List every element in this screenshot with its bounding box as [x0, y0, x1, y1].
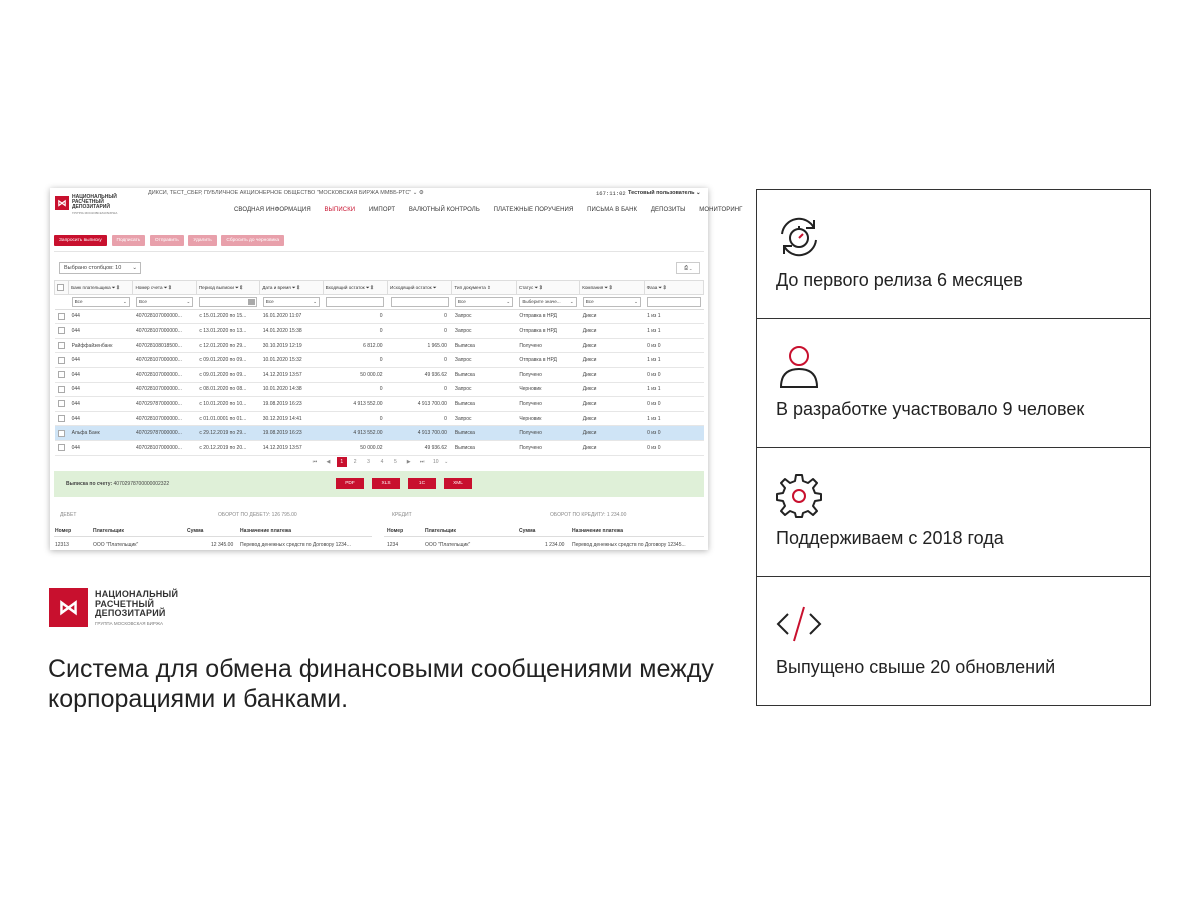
- cell-in: 0: [323, 309, 387, 324]
- nav-payment-orders[interactable]: ПЛАТЕЖНЫЕ ПОРУЧЕНИЯ: [493, 207, 574, 213]
- brand-logo-icon: ⋈: [49, 588, 88, 627]
- row-checkbox[interactable]: [58, 430, 65, 437]
- cell-company: Дикси: [580, 338, 644, 353]
- column-header[interactable]: Фаза ⏷ ⇕: [644, 281, 703, 295]
- export-xls-button[interactable]: XLS: [372, 478, 400, 489]
- cell-type: Запрос: [452, 324, 516, 339]
- export-pdf-button[interactable]: PDF: [336, 478, 364, 489]
- send-button[interactable]: Отправить: [150, 235, 184, 246]
- cell-company: Дикси: [580, 440, 644, 455]
- outgoing-balance-filter[interactable]: [391, 297, 449, 307]
- cell-company: Дикси: [580, 426, 644, 441]
- row-select-cell: [55, 397, 69, 412]
- brand-logo-text: [95, 590, 178, 628]
- datetime-filter[interactable]: [263, 297, 320, 307]
- first-page-icon[interactable]: ⏮: [312, 459, 318, 465]
- logo-line: НАЦИОНАЛЬНЫЙ: [72, 194, 117, 200]
- cell-datetime: 16.01.2020 11:07: [260, 309, 323, 324]
- cell-bank: Райффайзенбанк: [69, 338, 133, 353]
- row-select-cell: [55, 382, 69, 397]
- debit-row-purpose: Перевод денежных средств по Договору 1234...: [240, 542, 351, 548]
- cell-period: с 12.01.2020 по 29...: [196, 338, 259, 353]
- cell-company: Дикси: [580, 367, 644, 382]
- nav-import[interactable]: ИМПОРТ: [368, 207, 396, 213]
- statement-account: [66, 481, 169, 487]
- chevron-down-icon: ⌄: [412, 190, 418, 196]
- credit-col-amount: Сумма: [519, 528, 536, 534]
- table-row[interactable]: [55, 353, 704, 368]
- cell-datetime: 30.12.2019 14:41: [260, 411, 323, 426]
- page-button[interactable]: 4: [380, 459, 384, 465]
- column-header[interactable]: Входящий остаток ⏷ ⇕: [323, 281, 387, 295]
- row-checkbox[interactable]: [58, 415, 65, 422]
- cell-type: Выписка: [452, 338, 516, 353]
- calendar-icon[interactable]: [248, 299, 255, 305]
- divider: [54, 536, 372, 537]
- filter-cell: [69, 295, 133, 310]
- credit-turnover: ОБОРОТ ПО КРЕДИТУ: 1 234.00: [550, 512, 627, 518]
- cell-period: с 08.01.2020 по 08...: [196, 382, 259, 397]
- cell-status: Черновик: [516, 382, 579, 397]
- export-1c-button[interactable]: 1C: [408, 478, 436, 489]
- column-header-label: Статус: [518, 285, 534, 290]
- brand-line: РАСЧЕТНЫЙ: [95, 598, 155, 609]
- cell-in: 0: [323, 382, 387, 397]
- filter-value: Все: [74, 298, 83, 304]
- debit-row-payer: ООО "Плательщик": [93, 542, 139, 548]
- statements-table: [54, 280, 704, 456]
- cell-account: 407029787000000...: [133, 426, 196, 441]
- column-header[interactable]: Статус ⏷ ⇕: [516, 281, 579, 295]
- cell-type: Выписка: [452, 440, 516, 455]
- filter-value: Все: [265, 298, 274, 304]
- cell-type: Выписка: [452, 397, 516, 412]
- nav-statements[interactable]: ВЫПИСКИ: [324, 207, 356, 213]
- filter-cell: [260, 295, 323, 310]
- page-size-select[interactable]: 10 ⌄: [431, 457, 449, 467]
- tagline: Система для обмена финансовыми сообщениями между корпорациями и банками.: [48, 655, 714, 713]
- cell-out: 1 965.00: [388, 338, 452, 353]
- credit-row-number: 1234: [387, 542, 399, 548]
- credit-row-amount: 1 234.00: [545, 542, 565, 548]
- nav-monitoring[interactable]: МОНИТОРИНГ: [699, 207, 743, 213]
- cell-datetime: 10.01.2020 15:32: [260, 353, 323, 368]
- prev-page-icon[interactable]: ◀: [326, 459, 331, 465]
- table-row[interactable]: [55, 367, 704, 382]
- brand-subtitle: ГРУППА МОСКОВСКАЯ БИРЖА: [95, 620, 164, 626]
- cell-phase: 0 из 0: [644, 367, 703, 382]
- cell-phase: 0 из 0: [644, 426, 703, 441]
- column-header[interactable]: Тип документа ⇕: [452, 281, 516, 295]
- logo-line: ДЕПОЗИТАРИЙ: [72, 204, 110, 211]
- row-checkbox[interactable]: [58, 371, 65, 378]
- debit-row-number: 12313: [55, 542, 69, 548]
- nav-currency-control[interactable]: ВАЛЮТНЫЙ КОНТРОЛЬ: [408, 207, 480, 213]
- row-checkbox[interactable]: [58, 357, 65, 364]
- app-logo-text: [72, 195, 117, 216]
- column-header[interactable]: Номер счета ⏷ ⇕: [133, 281, 196, 295]
- divider: [384, 536, 704, 537]
- row-select-cell: [55, 338, 69, 353]
- cell-in: 0: [323, 411, 387, 426]
- row-select-cell: [55, 353, 69, 368]
- period-filter[interactable]: [199, 297, 256, 307]
- page-button[interactable]: 1: [337, 457, 347, 467]
- cell-company: Дикси: [580, 411, 644, 426]
- columns-select[interactable]: [59, 262, 141, 274]
- select-all-checkbox[interactable]: [57, 284, 64, 291]
- cell-period: с 10.01.2020 по 10...: [196, 397, 259, 412]
- cell-bank: 044: [69, 353, 133, 368]
- cell-period: с 09.01.2020 по 09...: [196, 353, 259, 368]
- company-filter[interactable]: [583, 297, 641, 307]
- doc-type-filter[interactable]: [455, 297, 513, 307]
- filter-cell: [196, 295, 259, 310]
- cell-company: Дикси: [580, 309, 644, 324]
- cell-company: Дикси: [580, 353, 644, 368]
- cell-company: Дикси: [580, 382, 644, 397]
- statement-account-number: 40702978700000002322: [113, 481, 170, 487]
- chevron-down-icon: ⌄: [506, 298, 511, 304]
- page-button[interactable]: 3: [367, 459, 370, 465]
- cell-out: 0: [388, 411, 452, 426]
- table-header-row: [55, 281, 704, 295]
- stats-cards: [756, 189, 1151, 706]
- nav-letters[interactable]: ПИСЬМА В БАНК: [587, 207, 638, 213]
- cell-datetime: 19.08.2019 16:23: [260, 426, 323, 441]
- cell-account: 407028107000000...: [133, 324, 196, 339]
- page-size-value: 10: [432, 459, 439, 465]
- debit-row-amount: 12 345.00: [211, 542, 234, 548]
- debit-col-payer: Плательщик: [93, 528, 124, 534]
- cell-status: Отправка в НРД: [516, 324, 579, 339]
- reset-draft-button[interactable]: Сбросить до черновика: [221, 235, 284, 246]
- column-header[interactable]: Исходящий остаток ⏷: [388, 281, 452, 295]
- row-select-cell: [55, 440, 69, 455]
- row-select-cell: [55, 324, 69, 339]
- filter-cell: [452, 295, 516, 310]
- credit-col-number: Номер: [387, 528, 404, 534]
- table-row[interactable]: [55, 324, 704, 339]
- cell-out: 49 936.62: [388, 367, 452, 382]
- table-row[interactable]: [55, 411, 704, 426]
- settings-icon[interactable]: ⚙: [418, 190, 424, 196]
- cell-out: 0: [388, 382, 452, 397]
- cell-datetime: 19.08.2019 16:23: [260, 397, 323, 412]
- cell-phase: 1 из 1: [644, 353, 703, 368]
- row-select-cell: [55, 309, 69, 324]
- cell-status: Получено: [516, 440, 579, 455]
- filter-cell: [55, 295, 69, 310]
- stat-text: Выпущено свыше 20 обновлений: [776, 657, 1056, 677]
- cell-status: Отправка в НРД: [516, 353, 579, 368]
- debit-col-number: Номер: [55, 528, 72, 534]
- cell-datetime: 14.12.2019 13:57: [260, 440, 323, 455]
- cell-company: Дикси: [580, 324, 644, 339]
- filter-value: Все: [138, 298, 147, 304]
- export-xml-button[interactable]: XML: [444, 478, 472, 489]
- cell-period: с 01.01.0001 по 01...: [196, 411, 259, 426]
- cell-bank: 044: [69, 367, 133, 382]
- chevron-down-icon: ⌄: [123, 298, 127, 304]
- column-header[interactable]: Компания ⏷ ⇕: [580, 281, 644, 295]
- session-timer: 167:11:02: [596, 190, 626, 197]
- row-select-cell: [55, 367, 69, 382]
- divider: [54, 251, 704, 252]
- filter-value: Выберите значе...: [522, 298, 561, 304]
- cell-phase: 0 из 0: [644, 440, 703, 455]
- filter-cell: [580, 295, 644, 310]
- cell-in: 50 000.02: [323, 367, 387, 382]
- chevron-down-icon: ⌄: [313, 298, 318, 304]
- debit-col-purpose: Назначение платежа: [240, 528, 292, 534]
- table-row[interactable]: [55, 440, 704, 455]
- row-checkbox[interactable]: [58, 444, 65, 451]
- row-checkbox[interactable]: [58, 400, 65, 407]
- cell-account: 407028107000000...: [133, 367, 196, 382]
- cell-type: Запрос: [452, 411, 516, 426]
- columns-select-value: Выбрано столбцов: 10: [64, 265, 122, 271]
- sign-button[interactable]: Подписать: [112, 235, 146, 246]
- filter-row: [55, 295, 704, 310]
- table-row[interactable]: [55, 382, 704, 397]
- cell-out: 0: [388, 309, 452, 324]
- cell-bank: 044: [69, 411, 133, 426]
- action-toolbar: [54, 235, 287, 246]
- cell-period: с 29.12.2019 по 29...: [196, 426, 259, 441]
- select-all-cell: [55, 281, 69, 295]
- chevron-down-icon: ⌄: [186, 298, 191, 304]
- cell-period: с 13.01.2020 по 13...: [196, 324, 259, 339]
- cell-out: 0: [388, 324, 452, 339]
- incoming-balance-filter[interactable]: [326, 297, 384, 307]
- credit-col-payer: Плательщик: [425, 528, 456, 534]
- cell-in: 0: [323, 324, 387, 339]
- credit-col-purpose: Назначение платежа: [572, 528, 624, 534]
- stat-card: [757, 448, 1150, 577]
- cell-phase: 0 из 0: [644, 397, 703, 412]
- cell-phase: 1 из 1: [644, 411, 703, 426]
- cell-account: 407028107000000...: [133, 382, 196, 397]
- row-checkbox[interactable]: [58, 327, 65, 334]
- stat-card: [757, 319, 1150, 448]
- user-menu[interactable]: Тестовый пользователь ⌄: [628, 190, 701, 196]
- page-button[interactable]: 2: [353, 459, 357, 465]
- cell-datetime: 30.10.2019 12:19: [260, 338, 323, 353]
- filter-cell: [516, 295, 579, 310]
- filter-cell: [323, 295, 387, 310]
- column-header-label: Тип документа: [454, 284, 486, 290]
- cell-type: Запрос: [452, 309, 516, 324]
- cell-period: с 15.01.2020 по 15...: [196, 309, 259, 324]
- column-header[interactable]: Банк плательщика ⏷ ⇕: [69, 281, 133, 295]
- statement-label: Выписка по счету:: [66, 481, 113, 487]
- filter-cell: [388, 295, 452, 310]
- logo-subtitle: ГРУППА МОСКОВСКАЯ БИРЖА: [72, 210, 118, 215]
- user-name: Тестовый пользователь: [628, 190, 695, 196]
- cell-status: Черновик: [516, 411, 579, 426]
- cell-in: 0: [323, 353, 387, 368]
- cell-out: 49 936.62: [388, 440, 452, 455]
- cell-period: с 09.01.2020 по 09...: [196, 367, 259, 382]
- nav-deposits[interactable]: ДЕПОЗИТЫ: [650, 207, 686, 213]
- filter-cell: [133, 295, 196, 310]
- credit-row-purpose: Перевод денежных средств по Договору 12345...: [572, 542, 686, 548]
- stat-card: [757, 577, 1150, 705]
- chevron-down-icon: ⌄: [634, 298, 639, 304]
- cell-in: 6 812.00: [323, 338, 387, 353]
- table-row[interactable]: [55, 338, 704, 353]
- cell-account: 407028107000000...: [133, 440, 196, 455]
- cell-datetime: 14.12.2019 13:57: [260, 367, 323, 382]
- cell-type: Выписка: [452, 426, 516, 441]
- cell-out: 4 913 700.00: [388, 397, 452, 412]
- credit-row-payer: ООО "Плательщик": [425, 542, 471, 548]
- delete-button[interactable]: Удалить: [188, 235, 216, 246]
- cell-bank: 044: [69, 382, 133, 397]
- cell-datetime: 14.01.2020 15:38: [260, 324, 323, 339]
- logo-line: РАСЧЕТНЫЙ: [72, 199, 104, 206]
- account-filter[interactable]: [136, 297, 193, 307]
- cell-status: Отправка в НРД: [516, 309, 579, 324]
- column-header-label: Компания: [582, 285, 604, 290]
- column-header[interactable]: Период выписки ⏷ ⇕: [196, 281, 259, 295]
- cell-status: Получено: [516, 397, 579, 412]
- code-icon: [776, 601, 822, 647]
- filter-value: Все: [585, 298, 594, 304]
- column-header-label: Входящий остаток: [325, 285, 365, 290]
- pagination: [310, 457, 451, 467]
- column-header-label: Период выписки: [198, 285, 234, 290]
- nav-summary[interactable]: СВОДНАЯ ИНФОРМАЦИЯ: [234, 207, 311, 213]
- organization-name: ДИКСИ, ТЕСТ_СБЕР, ПУБЛИЧНОЕ АКЦИОНЕРНОЕ ОБЩЕСТВО "МОСКОВСКАЯ БИРЖА ММВБ-РТС": [148, 190, 412, 196]
- brand-line: ДЕПОЗИТАРИЙ: [95, 608, 166, 618]
- column-header-label: Дата и время: [262, 285, 291, 290]
- column-header-label: Номер счета: [135, 285, 163, 290]
- chevron-down-icon[interactable]: ⌄: [689, 265, 692, 271]
- cell-account: 407028107000000...: [133, 309, 196, 324]
- credit-title: КРЕДИТ: [392, 512, 412, 518]
- cell-bank: 044: [69, 309, 133, 324]
- cell-account: 407028107000000...: [133, 353, 196, 368]
- stat-text: В разработке участвовало 9 человек: [776, 399, 1085, 419]
- cell-phase: 1 из 1: [644, 382, 703, 397]
- status-filter[interactable]: [519, 297, 576, 307]
- last-page-icon[interactable]: ⏭: [419, 459, 425, 465]
- page-button[interactable]: 5: [393, 459, 397, 465]
- filter-cell: [644, 295, 703, 310]
- column-header-label: Банк плательщика: [71, 285, 111, 290]
- row-select-cell: [55, 426, 69, 441]
- row-checkbox[interactable]: [58, 313, 65, 320]
- cell-in: 4 913 552.00: [323, 426, 387, 441]
- app-logo-icon[interactable]: ⋈: [55, 196, 69, 210]
- cell-out: 0: [388, 353, 452, 368]
- row-checkbox[interactable]: [58, 342, 65, 349]
- cell-status: Получено: [516, 338, 579, 353]
- cell-bank: 044: [69, 397, 133, 412]
- cell-account: 407028107000000...: [133, 411, 196, 426]
- filter-value: Все: [457, 298, 466, 304]
- gear-icon: [776, 472, 822, 518]
- organization-selector[interactable]: [148, 190, 424, 196]
- person-icon: [776, 343, 822, 389]
- app-screenshot: [50, 188, 743, 550]
- table-row[interactable]: [55, 426, 704, 441]
- cell-type: Запрос: [452, 353, 516, 368]
- print-export-menu[interactable]: [676, 262, 700, 274]
- cell-status: Получено: [516, 426, 579, 441]
- table-row[interactable]: [55, 397, 704, 412]
- stopwatch-refresh-icon: [776, 214, 822, 260]
- cell-out: 4 913 700.00: [388, 426, 452, 441]
- cell-period: с 20.12.2019 по 20...: [196, 440, 259, 455]
- table-row[interactable]: [55, 309, 704, 324]
- debit-col-amount: Сумма: [187, 528, 204, 534]
- cell-in: 4 913 552.00: [323, 397, 387, 412]
- cell-type: Запрос: [452, 382, 516, 397]
- cell-type: Выписка: [452, 367, 516, 382]
- brand-line: НАЦИОНАЛЬНЫЙ: [95, 589, 179, 599]
- row-checkbox[interactable]: [58, 386, 65, 393]
- request-statement-button[interactable]: Запросить выписку: [54, 235, 107, 246]
- column-header-label: Фаза: [646, 285, 658, 290]
- cell-bank: 044: [69, 324, 133, 339]
- printer-icon[interactable]: ⎙: [684, 265, 689, 271]
- chevron-down-icon: ⌄: [569, 298, 574, 304]
- cell-phase: 0 из 0: [644, 338, 703, 353]
- stat-text: Поддерживаем с 2018 года: [776, 528, 1004, 548]
- column-header[interactable]: Дата и время ⏷ ⇕: [260, 281, 323, 295]
- cell-phase: 1 из 1: [644, 324, 703, 339]
- cell-phase: 1 из 1: [644, 309, 703, 324]
- cell-status: Получено: [516, 367, 579, 382]
- column-header-label: Исходящий остаток: [390, 285, 432, 290]
- cell-in: 50 000.02: [323, 440, 387, 455]
- stat-text: До первого релиза 6 месяцев: [776, 270, 1023, 290]
- debit-turnover: ОБОРОТ ПО ДЕБЕТУ: 126 795.00: [218, 512, 297, 518]
- row-select-cell: [55, 411, 69, 426]
- bank-filter[interactable]: [72, 297, 130, 307]
- cell-company: Дикси: [580, 397, 644, 412]
- debit-title: ДЕБЕТ: [60, 512, 77, 518]
- chevron-down-icon: ⌄: [132, 265, 137, 271]
- phase-filter[interactable]: [647, 297, 701, 307]
- main-nav: [234, 207, 755, 213]
- cell-bank: 044: [69, 440, 133, 455]
- statement-export-bar: [54, 471, 704, 497]
- next-page-icon[interactable]: ▶: [406, 459, 411, 465]
- cell-bank: Альфа Банк: [69, 426, 133, 441]
- stat-card: [757, 190, 1150, 319]
- cell-datetime: 10.01.2020 14:38: [260, 382, 323, 397]
- cell-account: 407029787000000...: [133, 397, 196, 412]
- cell-account: 407028108018500...: [133, 338, 196, 353]
